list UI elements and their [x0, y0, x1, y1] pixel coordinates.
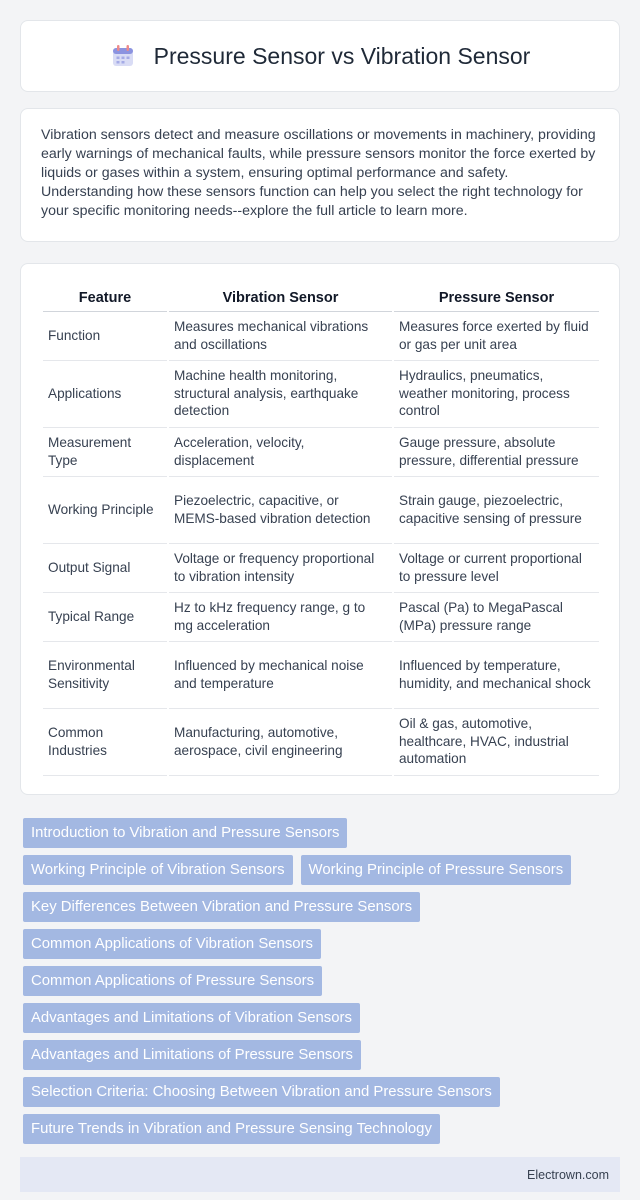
table-row — [43, 641, 599, 708]
title-card — [20, 20, 620, 92]
table-cell-vibration: Manufacturing, automotive, aerospace, civil engineering — [168, 708, 393, 775]
table-cell-vibration: Measures mechanical vibrations and oscillations — [168, 311, 393, 360]
link-advantages-vibration[interactable]: Advantages and Limitations of Vibration Sensors — [23, 1003, 360, 1033]
link-advantages-pressure[interactable]: Advantages and Limitations of Pressure Sensors — [23, 1040, 361, 1070]
link-row — [23, 966, 623, 996]
link-row — [23, 855, 623, 885]
table-cell-vibration: Influenced by mechanical noise and temperature — [168, 641, 393, 708]
link-row — [23, 892, 623, 922]
table-row — [43, 360, 599, 427]
comparison-table — [43, 285, 599, 776]
header-feature: Feature — [43, 285, 168, 311]
link-applications-vibration[interactable]: Common Applications of Vibration Sensors — [23, 929, 321, 959]
link-row — [23, 1040, 623, 1070]
page-title: Pressure Sensor vs Vibration Sensor — [153, 42, 531, 69]
table-cell-pressure: Oil & gas, automotive, healthcare, HVAC, industrial automation — [393, 708, 599, 775]
table-cell-pressure: Hydraulics, pneumatics, weather monitoring, process control — [393, 360, 599, 427]
table-cell-feature: Working Principle — [43, 476, 168, 543]
table-row — [43, 427, 599, 476]
header-vibration-sensor: Vibration Sensor — [168, 285, 393, 311]
link-intro-vibration-pressure[interactable]: Introduction to Vibration and Pressure Sensors — [23, 818, 347, 848]
table-cell-feature: Environmental Sensitivity — [43, 641, 168, 708]
link-selection-criteria[interactable]: Selection Criteria: Choosing Between Vibration and Pressure Sensors — [23, 1077, 500, 1107]
table-row — [43, 543, 599, 592]
table-cell-vibration: Piezoelectric, capacitive, or MEMS-based vibration detection — [168, 476, 393, 543]
table-cell-feature: Common Industries — [43, 708, 168, 775]
related-links — [23, 818, 623, 1151]
link-key-differences[interactable]: Key Differences Between Vibration and Pressure Sensors — [23, 892, 420, 922]
table-cell-feature: Typical Range — [43, 592, 168, 641]
table-cell-feature: Function — [43, 311, 168, 360]
table-row — [43, 311, 599, 360]
intro-text: Vibration sensors detect and measure oscillations or movements in machinery, providing early warnings of mechanical faults, while pressure sensors monitor the force exerted by liquids or gases within a system, ensuring optimal performance and safety. Understanding how these sensors function can help you select the right technology for your specific monitoring needs--explore the full article to learn more. — [41, 127, 596, 219]
table-cell-feature: Measurement Type — [43, 427, 168, 476]
table-cell-vibration: Machine health monitoring, structural analysis, earthquake detection — [168, 360, 393, 427]
table-cell-vibration: Acceleration, velocity, displacement — [168, 427, 393, 476]
table-cell-pressure: Pascal (Pa) to MegaPascal (MPa) pressure range — [393, 592, 599, 641]
link-row — [23, 1114, 623, 1144]
link-row — [23, 1077, 623, 1107]
table-row — [43, 476, 599, 543]
table-cell-pressure: Influenced by temperature, humidity, and mechanical shock — [393, 641, 599, 708]
table-card — [20, 263, 620, 795]
table-cell-vibration: Voltage or frequency proportional to vibration intensity — [168, 543, 393, 592]
table-row — [43, 592, 599, 641]
table-cell-feature: Output Signal — [43, 543, 168, 592]
table-cell-pressure: Gauge pressure, absolute pressure, differential pressure — [393, 427, 599, 476]
table-cell-pressure: Strain gauge, piezoelectric, capacitive sensing of pressure — [393, 476, 599, 543]
link-applications-pressure[interactable]: Common Applications of Pressure Sensors — [23, 966, 322, 996]
table-cell-feature: Applications — [43, 360, 168, 427]
intro-card — [20, 108, 620, 242]
header-pressure-sensor: Pressure Sensor — [393, 285, 599, 311]
link-working-principle-pressure[interactable]: Working Principle of Pressure Sensors — [301, 855, 572, 885]
table-cell-pressure: Voltage or current proportional to pressure level — [393, 543, 599, 592]
table-cell-pressure: Measures force exerted by fluid or gas per unit area — [393, 311, 599, 360]
table-header-row — [43, 285, 599, 311]
table-cell-vibration: Hz to kHz frequency range, g to mg acceleration — [168, 592, 393, 641]
link-row — [23, 929, 623, 959]
footer-site-name[interactable]: Electrown.com — [527, 1167, 609, 1182]
calendar-icon — [110, 43, 136, 69]
link-row — [23, 818, 623, 848]
table-row — [43, 708, 599, 775]
footer — [20, 1157, 620, 1192]
link-working-principle-vibration[interactable]: Working Principle of Vibration Sensors — [23, 855, 293, 885]
link-future-trends[interactable]: Future Trends in Vibration and Pressure Sensing Technology — [23, 1114, 440, 1144]
link-row — [23, 1003, 623, 1033]
